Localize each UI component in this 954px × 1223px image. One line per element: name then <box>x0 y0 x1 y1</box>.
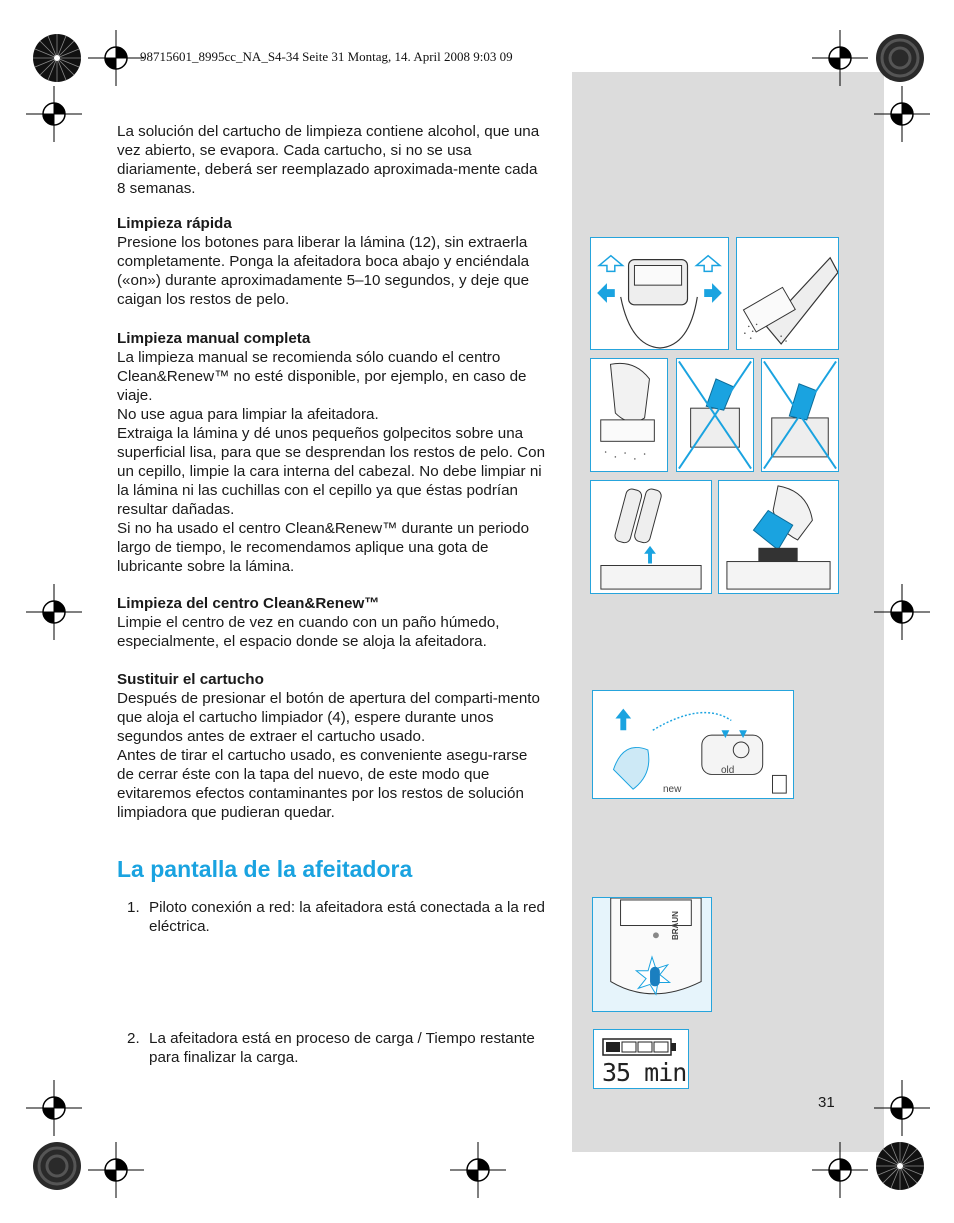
figure-tap-foil <box>590 358 668 472</box>
section-body: Presione los botones para liberar la lámina (12), sin extraerla completamente. Ponga la afeitadora boca abajo y enciéndala («on») durante aproximadamente 5–10 segundos, y deje que caigan los restos de pelo. <box>117 234 530 308</box>
brand-logo: BRAUN <box>671 911 680 940</box>
battery-level-icon <box>602 1038 678 1056</box>
section-manual-clean <box>117 329 547 576</box>
section-title: Limpieza manual completa <box>117 330 311 347</box>
registration-mark-top-left <box>88 30 144 86</box>
color-target-top-left <box>31 32 83 84</box>
section-title: Sustituir el cartucho <box>117 671 264 688</box>
new-cartridge-label: new <box>663 784 682 795</box>
section-body: Limpie el centro de vez en cuando con un paño húmedo, especialmente, el espacio donde se aloja la afeitadora. <box>117 614 500 650</box>
no-brush-cutter-illustration <box>762 359 838 471</box>
charge-time-readout: 35 min <box>602 1058 687 1087</box>
figure-foil-release <box>590 237 729 350</box>
registration-mark-right-middle <box>874 584 930 640</box>
registration-mark-bottom-right <box>812 1142 868 1198</box>
figure-oil-foil <box>590 480 712 594</box>
figure-brush-center <box>718 480 839 594</box>
registration-mark-bottom-center <box>450 1142 506 1198</box>
list-number: 2. <box>127 1030 140 1047</box>
intro-paragraph <box>117 122 547 198</box>
no-brush-foil-illustration <box>677 359 753 471</box>
list-text: La afeitadora está en proceso de carga / Tiempo restante para finalizar la carga. <box>149 1030 535 1066</box>
tap-foil-illustration <box>591 359 667 471</box>
display-section-heading: La pantalla de la afeitadora <box>117 856 413 882</box>
registration-mark-left-lower <box>26 1080 82 1136</box>
color-target-top-right <box>874 32 926 84</box>
registration-mark-top-right <box>812 30 868 86</box>
lcd-charging-display <box>593 1029 689 1089</box>
section-body-line: No use agua para limpiar la afeitadora. <box>117 406 379 423</box>
battery-segment <box>622 1042 636 1052</box>
figure-no-brush-cutter <box>761 358 839 472</box>
section-body-line: Después de presionar el botón de apertura del comparti-mento que aloja el cartucho limpiador (4), espere durante unos segundos antes de extraer el cartucho usado. <box>117 690 540 745</box>
shaver-foil-release-illustration <box>591 238 728 349</box>
old-cartridge-label: old <box>721 765 735 776</box>
registration-mark-right-upper <box>874 86 930 142</box>
section-title: Limpieza rápida <box>117 215 232 232</box>
battery-segment <box>638 1042 652 1052</box>
print-header: 98715601_8995cc_NA_S4-34 Seite 31 Montag, 14. April 2008 9:03 09 <box>140 49 513 64</box>
figure-no-brush-foil <box>676 358 754 472</box>
section-title: Limpieza del centro Clean&Renew™ <box>117 595 380 612</box>
brush-center-illustration <box>719 481 838 593</box>
registration-mark-right-lower <box>874 1080 930 1136</box>
registration-mark-left-middle <box>26 584 82 640</box>
shaver-tapping-illustration <box>737 238 838 349</box>
color-target-bottom-right <box>874 1140 926 1192</box>
replace-cartridge-illustration <box>593 691 793 798</box>
figure-replace-cartridge <box>592 690 794 799</box>
shaver-display-illustration <box>593 898 711 1011</box>
color-target-bottom-left <box>31 1140 83 1192</box>
section-body-line: La limpieza manual se recomienda sólo cuando el centro Clean&Renew™ no esté disponible, por ejemplo, en caso de viaje. <box>117 349 527 404</box>
list-text: Piloto conexión a red: la afeitadora está conectada a la red eléctrica. <box>149 899 545 935</box>
section-body-line: Si no ha usado el centro Clean&Renew™ durante un periodo largo de tiempo, le recomendamos aplique una gota de lubricante sobre la lámina. <box>117 520 530 575</box>
battery-segment <box>606 1042 620 1052</box>
battery-segment <box>654 1042 668 1052</box>
list-number: 1. <box>127 899 140 916</box>
section-body-line: Antes de tirar el cartucho usado, es conveniente asegu-rarse de cerrar éste con la tapa del nuevo, de este modo que evitaremos efectos contaminantes por los restos de solución limpiadora que pudieran quedar. <box>117 747 528 821</box>
intro-text: La solución del cartucho de limpieza contiene alcohol, que una vez abierto, se evapora. Cada cartucho, si no se usa diariamente, deberá ser reemplazado aproximada-mente cada 8 semanas. <box>117 123 540 197</box>
figure-shaver-display-led <box>592 897 712 1012</box>
figure-shaver-upside-down <box>736 237 839 350</box>
section-quick-clean <box>117 214 547 309</box>
section-replace-cartridge <box>117 670 547 822</box>
section-center-clean <box>117 594 547 651</box>
registration-mark-left-upper <box>26 86 82 142</box>
lubricate-foil-illustration <box>591 481 711 593</box>
section-body-line: Extraiga la lámina y dé unos pequeños golpecitos sobre una superficial lisa, para que se desprendan los restos de pelo. Con un cepillo, limpie la cara interna del cabezal. No debe limpiar ni la lámina ni las cuchillas con el cepillo ya que éstas podrían resultar dañadas. <box>117 425 546 518</box>
registration-mark-bottom-left <box>88 1142 144 1198</box>
page-number: 31 <box>818 1094 835 1111</box>
